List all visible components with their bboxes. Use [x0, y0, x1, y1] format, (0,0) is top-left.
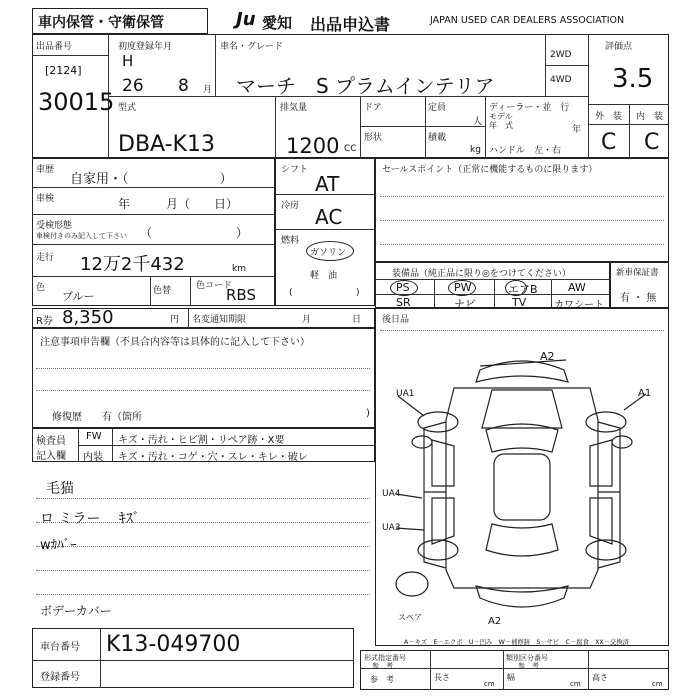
inspection-label: 車検 [36, 194, 55, 204]
color-change-label: 色替 [153, 286, 172, 296]
reg-month: 8 [178, 76, 189, 96]
equip-navi: ナビ [454, 298, 476, 311]
inspector-label: 検査員 [36, 436, 66, 447]
equip-ps: PS [396, 281, 410, 294]
payload-label: 積載 [428, 133, 447, 143]
hood [482, 390, 562, 428]
mark-a1: A1 [638, 388, 652, 399]
logo-text: 愛知 [262, 14, 293, 32]
era: H [122, 52, 134, 70]
note-2: ロ ミラー ｷｽﾞ [40, 511, 140, 527]
equip-aw: AW [568, 281, 586, 294]
model-name: マーチ S プラムインテリア [236, 74, 495, 98]
cc-unit: CC [344, 144, 357, 154]
reg-month-unit: 月 [203, 85, 213, 95]
left-side [424, 422, 446, 568]
inspector-interior: 内装 [83, 452, 103, 463]
type-value: DBA-K13 [118, 132, 215, 157]
inspection-value: 年 月（ 日） [118, 197, 239, 211]
mileage-value: 12万2千432 [80, 254, 185, 275]
displacement-value: 1200 [286, 134, 340, 158]
km-unit: km [232, 264, 246, 274]
equip-tv: TV [512, 296, 527, 309]
wheel-fr [586, 412, 626, 432]
diesel-label: 軽 油 [310, 271, 338, 281]
equip-seat: カワシート [554, 300, 604, 311]
mirror-right [612, 436, 632, 448]
history-value: 自家用・（ ） [70, 172, 233, 187]
interior-label: 内 装 [636, 112, 664, 122]
reg-year: 26 [122, 76, 144, 96]
chassis-label: 車台番号 [40, 642, 80, 653]
roof [494, 454, 550, 520]
aircon-value: AC [315, 205, 343, 229]
jaa-logo: Ju [236, 9, 256, 30]
name-change-label: 名変通知期限 [192, 315, 247, 325]
form-cert-label: 形式指定番号 [364, 654, 406, 662]
name-change-day: 日 [352, 315, 362, 325]
note-1: 毛猫 [46, 481, 74, 497]
storage-note: 車内保管・守衛保管 [38, 15, 164, 31]
kg-label: kg [470, 145, 481, 155]
recycle-value: 8,350 [62, 307, 114, 328]
classification-ref: 参 考 [518, 662, 539, 670]
note-4: ボデーカバー [40, 604, 112, 618]
persons-label: 人 [473, 117, 483, 127]
color-value: ブルー [62, 290, 95, 303]
color-code-value: RBS [226, 286, 256, 304]
repair-paren-close: ) [366, 408, 370, 419]
dealer-label: ディーラー・並 行 [489, 103, 570, 113]
model-year-label: モデル 年 式 [489, 112, 513, 130]
fuel-paren-right: ) [356, 288, 360, 298]
chassis-value: K13-049700 [106, 632, 241, 657]
inspector-fw-terms: キズ・汚れ・ヒビ割・リペア跡・X要 [118, 435, 285, 446]
rating-value: 3.5 [612, 64, 654, 94]
lot-number-small: [2124] [45, 64, 82, 77]
exterior-label: 外 装 [595, 112, 623, 122]
width-cm: cm [570, 680, 581, 688]
year-suffix-label: 年 [572, 125, 582, 135]
rating-label: 評価点 [605, 42, 633, 52]
history-label: 車歴 [36, 165, 55, 175]
form-cert-ref: 参 考 [372, 662, 393, 670]
2wd-label: 2WD [550, 50, 572, 60]
mark-a2-top: A2 [540, 350, 555, 363]
length-label: 長さ [434, 673, 450, 682]
classification-label: 類別区分番号 [506, 654, 548, 662]
displacement-label: 排気量 [280, 103, 308, 113]
length-cm: cm [484, 680, 495, 688]
insurance-value: （ ） [140, 226, 249, 240]
mileage-label: 走行 [36, 253, 55, 263]
insurance-note: 車検付きのみ記入して下さい [36, 232, 127, 240]
car-diagram [376, 330, 668, 630]
shape-label: 形状 [364, 133, 383, 143]
name-change-month: 月 [302, 315, 312, 325]
first-reg-label: 初度登録年月 [118, 42, 173, 52]
type-label: 型式 [118, 103, 137, 113]
wheel-fl [418, 412, 458, 432]
right-side [598, 422, 620, 568]
mark-a2-bottom: A2 [488, 616, 502, 627]
color-code-label: 色コード [196, 281, 233, 291]
association-name: JAPAN USED CAR DEALERS ASSOCIATION [430, 15, 625, 26]
spare-tire [396, 572, 428, 596]
height-label: 高さ [592, 673, 608, 682]
form-title: 出品申込書 [310, 15, 391, 34]
note-3: wｶﾊﾞｰ [40, 538, 77, 553]
right-window [590, 440, 612, 486]
left-window [432, 440, 454, 486]
capacity-label: 定員 [428, 103, 447, 113]
width-label: 幅 [507, 673, 515, 682]
equip-pw: PW [454, 281, 472, 294]
mark-ua1: UA1 [396, 389, 415, 399]
insurance-label: 受検形態 [36, 221, 73, 231]
entry-field-label: 記入欄 [36, 451, 66, 462]
reference-label: 参 考 [370, 675, 394, 684]
mark-ua3: UA3 [382, 523, 401, 533]
mark-ua4: UA4 [382, 489, 401, 499]
fuel-label: 燃料 [281, 236, 300, 246]
inspector-interior-terms: キズ・汚れ・コゲ・穴・スレ・キレ・破レ [118, 452, 308, 463]
lot-number: 30015 [38, 88, 115, 116]
warranty-label: 新車保証書 [616, 268, 659, 278]
spare-label: スペア [398, 613, 422, 622]
mirror-left [412, 436, 432, 448]
door-label: ドア [364, 103, 382, 113]
equip-airbag: エアB [508, 283, 538, 296]
aircon-label: 冷房 [281, 201, 300, 211]
rear-bumper [476, 586, 568, 607]
mark-line-ua1 [398, 396, 424, 416]
recycle-label: R券 [36, 316, 53, 327]
warranty-options: 有 ・ 無 [620, 293, 657, 304]
rear-glass [486, 524, 558, 556]
front-bumper [476, 361, 568, 382]
equip-circle-pw [448, 280, 476, 296]
selling-points-label: セールスポイント（正常に機能するものに限ります） [382, 165, 598, 175]
shift-label: シフト [281, 165, 309, 175]
shift-value: AT [315, 172, 340, 196]
rear-label: 後日品 [382, 315, 410, 325]
exterior-value: C [601, 130, 617, 155]
lot-number-label: 出品番号 [36, 42, 73, 52]
handle-label: ハンドル 左・右 [489, 146, 562, 156]
left-rear-window [432, 498, 454, 544]
gasoline-label: ガソリン [310, 248, 347, 258]
repair-history-label: 修復歴 有（箇所 [52, 412, 142, 423]
reg-no-label: 登録番号 [40, 672, 80, 683]
equip-circle-airbag [505, 280, 527, 296]
body-outline [446, 388, 598, 588]
equip-circle-ps [390, 280, 418, 296]
model-grade-label: 車名・グレード [220, 42, 284, 52]
damage-legend: A－キズ E－エクボ U－凹み W－補修跡 S－サビ C－腐食 XX－交換済 [404, 639, 629, 646]
4wd-label: 4WD [550, 75, 572, 85]
interior-value: C [644, 130, 660, 155]
fuel-paren-left: ( [289, 288, 293, 298]
color-label: 色 [36, 283, 46, 293]
height-cm: cm [652, 680, 663, 688]
yen-label: 円 [170, 315, 180, 325]
equipment-label: 装備品（純正品に限り◎をつけてください） [392, 269, 571, 279]
inspector-fw: FW [86, 431, 102, 442]
right-rear-window [590, 498, 612, 544]
notice-label: 注意事項申告欄（不具合内容等は具体的に記入して下さい） [40, 337, 310, 348]
equip-sr: SR [396, 296, 411, 309]
